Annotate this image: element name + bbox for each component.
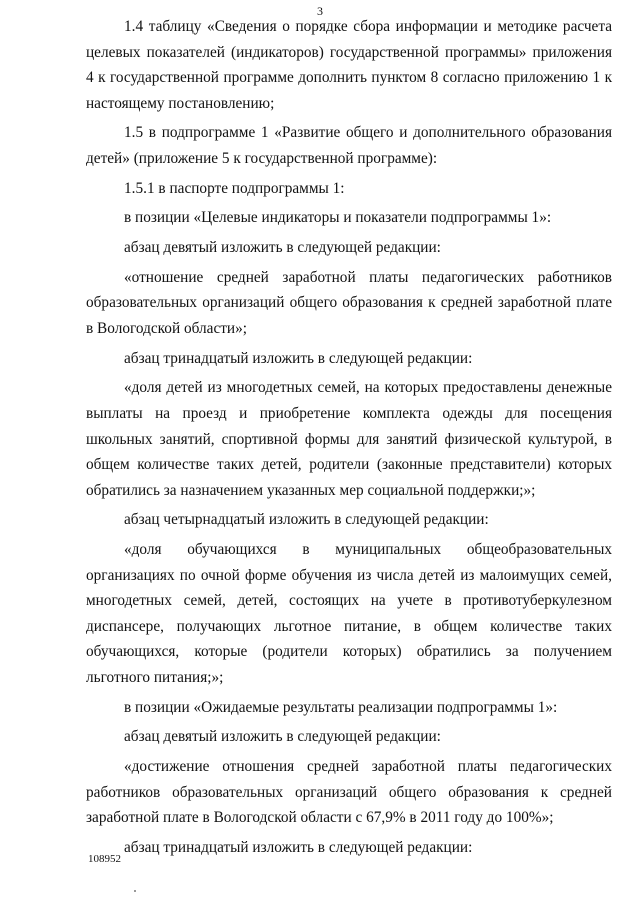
paragraph-salary-target-quote: «достижение отношения средней заработной платы педагогических работников образовательных организаций общего образования к средней заработной плате в Вологодской области с 67,9% в 2011 году до 100%»; [86,758,612,827]
paragraph-1-4-table-amendment: 1.4 таблицу «Сведения о порядке сбора информации и методике расчета целевых показателей (индикаторов) государственной программы» приложения 4 к государственной программе дополнить пунктом 8 согласно приложению 1 к настоящему постановлению; [86,18,612,112]
paragraph-target-indicators-position: в позиции «Целевые индикаторы и показатели подпрограммы 1»: [124,209,552,227]
paragraph-expected-results-position: в позиции «Ожидаемые результаты реализации подпрограммы 1»: [124,698,558,716]
paragraph-1-5-1-passport: 1.5.1 в паспорте подпрограммы 1: [124,179,345,197]
paragraph-thirteenth-abzac-instruction-2: абзац тринадцатый изложить в следующей редакции: [124,838,473,856]
scan-speck [134,890,136,892]
paragraph-thirteenth-abzac-instruction: абзац тринадцатый изложить в следующей редакции: [124,349,473,367]
paragraph-1-5-subprogram-1: 1.5 в подпрограмме 1 «Развитие общего и дополнительного образования детей» (приложение 5 к государственной программе): [86,124,612,167]
paragraph-salary-ratio-quote: «отношение средней заработной платы педагогических работников образовательных организаций общего образования к средней заработной плате в Вологодской области»; [86,268,612,337]
document-code: 108952 [88,853,121,865]
paragraph-ninth-abzac-instruction-2: абзац девятый изложить в следующей редакции: [124,728,441,746]
paragraph-fourteenth-abzac-instruction: абзац четырнадцатый изложить в следующей редакции: [124,511,489,529]
paragraph-ninth-abzac-instruction: абзац девятый изложить в следующей редакции: [124,239,441,257]
document-body [86,14,612,860]
paragraph-subsidized-meals-quote: «доля обучающихся в муниципальных общеобразовательных организациях по очной форме обучения из числа детей из малоимущих семей, многодетных семей, детей, состоящих на учете в противотуберкулезном диспансере, получающих льготное питание, в общем количестве таких обучающихся, которые (родители которых) обратились за получением льготного питания;»; [86,541,612,686]
page-number: 3 [317,4,323,18]
paragraph-large-families-quote: «доля детей из многодетных семей, на которых предоставлены денежные выплаты на проезд и приобретение комплекта одежды для посещения школьных занятий, спортивной формы для занятий физической культурой, в общем количестве таких детей, родители (законные представители) которых обратились за назначением указанных мер социальной поддержки;»; [86,379,612,499]
